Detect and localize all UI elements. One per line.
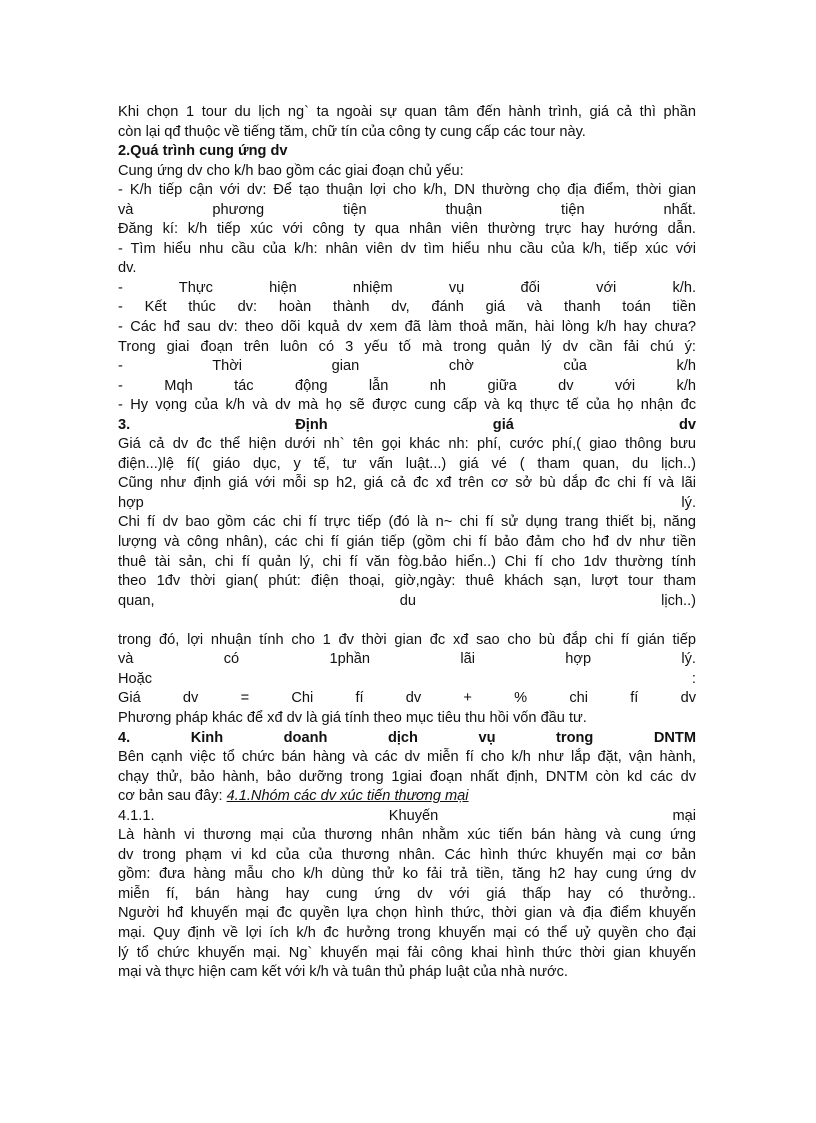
text-line — [118, 670, 696, 690]
text-line — [118, 865, 696, 885]
text-line — [118, 826, 696, 846]
line-text: - Thực hiện nhiệm vụ đối với k/h. — [118, 279, 696, 296]
line-text: - Hy vọng của k/h và dv mà họ sẽ được cung cấp và kq thực tế của họ nhận đc — [118, 397, 696, 414]
line-text: thuê tài sản, chi fí quản lý, chi fí văn fòg.bảo hiển..) Chi fí cho 1dv thường tính — [118, 553, 696, 570]
line-text: Là hành vi thương mại của thương nhân nhằm xúc tiến bán hàng và cung ứng — [118, 827, 696, 844]
line-text: quan, du lịch..) — [118, 592, 696, 609]
text-line — [118, 592, 696, 612]
text-line — [118, 181, 696, 201]
text-line — [118, 279, 696, 299]
text-line — [118, 220, 696, 240]
subsection-link-text: 4.1.Nhóm các dv xúc tiến thương mại — [226, 788, 469, 805]
line-text: Đăng kí: k/h tiếp xúc với công ty qua nhân viên thường trực hay hướng dẫn. — [118, 221, 696, 238]
line-text: mại. Quy định về lợi ích k/h đc hưởng trong khuyến mại có thể uỷ quyền cho đại — [118, 924, 696, 941]
line-text: Phương pháp khác để xđ dv là giá tính theo mục tiêu thu hồi vốn đầu tư. — [118, 709, 587, 726]
line-text: hợp lý. — [118, 494, 696, 511]
line-text: và có 1phần lãi hợp lý. — [118, 651, 696, 668]
line-text: - Kết thúc dv: hoàn thành dv, đánh giá và thanh toán tiền — [118, 299, 696, 316]
line-text: còn lại qđ thuộc về tiếng tăm, chữ tín của công ty cung cấp các tour này. — [118, 123, 586, 140]
text-line — [118, 396, 696, 416]
text-line — [118, 631, 696, 651]
line-text: dv trong phạm vi kd của của thương nhân. Các hình thức khuyến mại cơ bản — [118, 846, 696, 863]
line-text: Giá dv = Chi fí dv + % chi fí dv — [118, 690, 696, 707]
text-line — [118, 123, 696, 143]
text-line — [118, 963, 696, 983]
text-line — [118, 162, 696, 182]
line-text: - Thời gian chờ của k/h — [118, 358, 696, 375]
text-line — [118, 201, 696, 221]
text-line — [118, 709, 696, 729]
section-heading — [118, 729, 696, 749]
text-line — [118, 846, 696, 866]
line-text: 3. Định giá dv — [118, 416, 696, 433]
text-line — [118, 298, 696, 318]
text-line — [118, 455, 696, 475]
text-line — [118, 533, 696, 553]
line-text: Khi chọn 1 tour du lịch ng` ta ngoài sự quan tâm đến hành trình, giá cả thì phần — [118, 104, 696, 120]
line-text: Người hđ khuyến mại đc quyền lựa chọn hình thức, thời gian và địa điểm khuyến — [118, 905, 696, 922]
line-text: 2.Quá trình cung ứng dv — [118, 143, 288, 160]
text-line — [118, 357, 696, 377]
line-text: - Mqh tác động lẫn nh giữa dv với k/h — [118, 377, 696, 394]
text-line — [118, 611, 696, 631]
line-text: Giá cả dv đc thể hiện dưới nh` tên gọi khác nh: phí, cước phí,( giao thông bưu — [118, 436, 696, 453]
text-line — [118, 924, 696, 944]
text-line — [118, 689, 696, 709]
text-line — [118, 494, 696, 514]
line-text: dv. — [118, 260, 137, 277]
line-text: 4.1.1. Khuyến mại — [118, 807, 696, 824]
line-text: Hoặc : — [118, 670, 696, 687]
text-line — [118, 240, 696, 260]
text-line — [118, 748, 696, 768]
text-line — [118, 474, 696, 494]
line-text: chạy thử, bảo hành, bảo dưỡng trong 1giai đoạn nhất định, DNTM còn kd các dv — [118, 768, 696, 785]
text-line — [118, 904, 696, 924]
line-text: - Các hđ sau dv: theo dõi kquả dv xem đã làm thoả mãn, hài lòng k/h hay chưa? — [118, 319, 696, 336]
line-text: và phương tiện thuận tiện nhất. — [118, 201, 696, 218]
text-line — [118, 377, 696, 397]
line-text: mại và thực hiện cam kết với k/h và tuân thủ pháp luật của nhà nước. — [118, 964, 568, 981]
line-text: trong đó, lợi nhuận tính cho 1 đv thời gian đc xđ sao cho bù đắp chi fí gián tiếp — [118, 631, 696, 648]
line-text: Cũng như định giá với mỗi sp h2, giá cả đc xđ trên cơ sở bù dắp đc chi fí và lãi — [118, 475, 696, 492]
text-line — [118, 103, 696, 123]
line-text: Trong giai đoạn trên luôn có 3 yếu tố mà trong quản lý dv cần fải chú ý: — [118, 338, 696, 355]
text-line — [118, 259, 696, 279]
text-line — [118, 944, 696, 964]
line-text: lý tổ chức khuyến mại. Ng` khuyến mại fải công khai hình thức thời gian khuyến — [118, 944, 696, 961]
text-line — [118, 318, 696, 338]
line-text: 4. Kinh doanh dịch vụ trong DNTM — [118, 729, 696, 746]
line-text: cơ bản sau đây: — [118, 788, 227, 805]
text-line — [118, 435, 696, 455]
text-line — [118, 338, 696, 358]
line-text: Chi fí dv bao gồm các chi fí trực tiếp (đó là n~ chi fí sử dụng trang thiết bị, năng — [118, 514, 696, 531]
line-text: gồm: đưa hàng mẫu cho k/h dùng thử ko fải trả tiền, tăng h2 hay cung ứng dv — [118, 866, 696, 883]
line-text: Bên cạnh việc tổ chức bán hàng và các dv miễn fí cho k/h như lắp đặt, vận hành, — [118, 749, 696, 766]
text-line — [118, 807, 696, 827]
line-text: - K/h tiếp cận với dv: Để tạo thuận lợi cho k/h, DN thường chọ địa điểm, thời gian — [118, 182, 696, 199]
line-text: theo 1đv thời gian( phút: điện thoại, giờ,ngày: thuê khách sạn, lượt tour tham — [118, 573, 696, 590]
line-text: Cung ứng dv cho k/h bao gồm các giai đoạn chủ yếu: — [118, 162, 464, 179]
text-line — [118, 650, 696, 670]
line-text: điện...)lệ fí( giáo dục, y tế, tư vấn luật...) giá vé ( tham quan, du lịch..) — [118, 455, 696, 472]
text-line — [118, 553, 696, 573]
text-line — [118, 768, 696, 788]
line-text: miễn fí, bán hàng hay cung ứng dv với giá thấp hay có thưởng.. — [118, 885, 696, 902]
section-heading — [118, 416, 696, 436]
text-line — [118, 572, 696, 592]
section-heading — [118, 142, 696, 162]
text-line — [118, 787, 696, 807]
line-text: - Tìm hiểu nhu cầu của k/h: nhân viên dv tìm hiểu nhu cầu của k/h, tiếp xúc với — [118, 240, 696, 257]
text-line — [118, 885, 696, 905]
line-text: lượng và công nhân), các chi fí gián tiếp (gồm chi fí bảo đảm cho hđ dv như tiền — [118, 534, 696, 551]
document-body — [118, 103, 696, 983]
text-line — [118, 513, 696, 533]
